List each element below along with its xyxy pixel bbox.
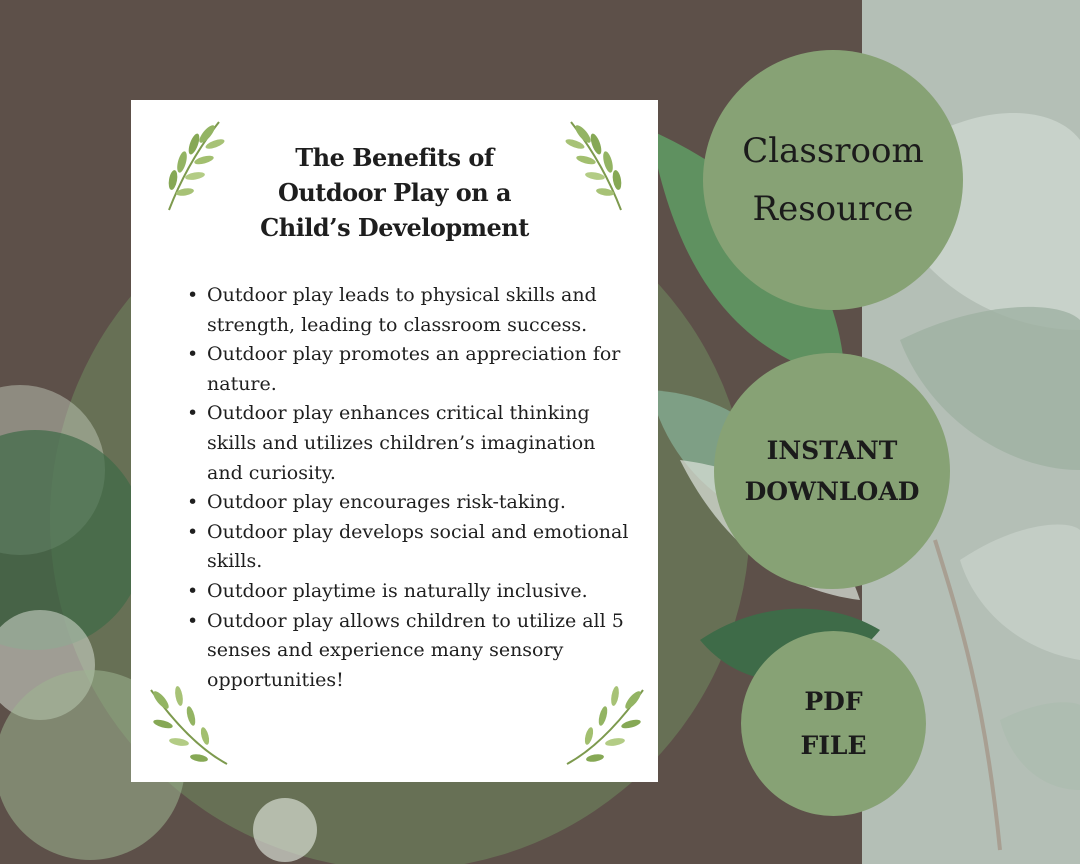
eucalyptus-leaf-decoration (960, 524, 1080, 660)
badge-line: DOWNLOAD (744, 477, 920, 506)
leaf-sprig-icon (149, 114, 229, 214)
list-item: • Outdoor play promotes an appreciation for nature. (183, 340, 633, 399)
leaf-sprig-icon (563, 680, 653, 770)
badge-line: Classroom (742, 131, 924, 171)
leaf-sprig-icon (141, 680, 231, 770)
light-circle-decoration (253, 798, 317, 862)
badge-line: PDF (804, 686, 863, 716)
list-item: • Outdoor play enhances critical thinking skills and utilizes children’s imagination and curiosity. (183, 399, 633, 488)
badge-line: INSTANT (766, 436, 898, 465)
list-item: • Outdoor play encourages risk-taking. (183, 488, 633, 518)
list-item: • Outdoor playtime is naturally inclusive. (183, 577, 633, 607)
badge-line: Resource (752, 189, 914, 229)
title-line: Outdoor Play on a (277, 178, 512, 207)
title-line: Child’s Development (260, 213, 529, 242)
benefits-list (183, 281, 633, 695)
eucalyptus-leaf-decoration (1000, 702, 1080, 790)
list-item: • Outdoor play leads to physical skills and strength, leading to classroom success. (183, 281, 633, 340)
instant-download-badge (714, 353, 950, 589)
list-item: • Outdoor play develops social and emotional skills. (183, 518, 633, 577)
title-line: The Benefits of (295, 143, 494, 172)
leaf-sprig-icon (561, 114, 641, 214)
document-card (131, 100, 658, 782)
classroom-resource-badge (703, 50, 963, 310)
pdf-file-badge (741, 631, 926, 816)
list-item: • Outdoor play allows children to utilize all 5 senses and experience many sensory opportunities! (183, 607, 633, 696)
badge-line: FILE (800, 730, 867, 760)
